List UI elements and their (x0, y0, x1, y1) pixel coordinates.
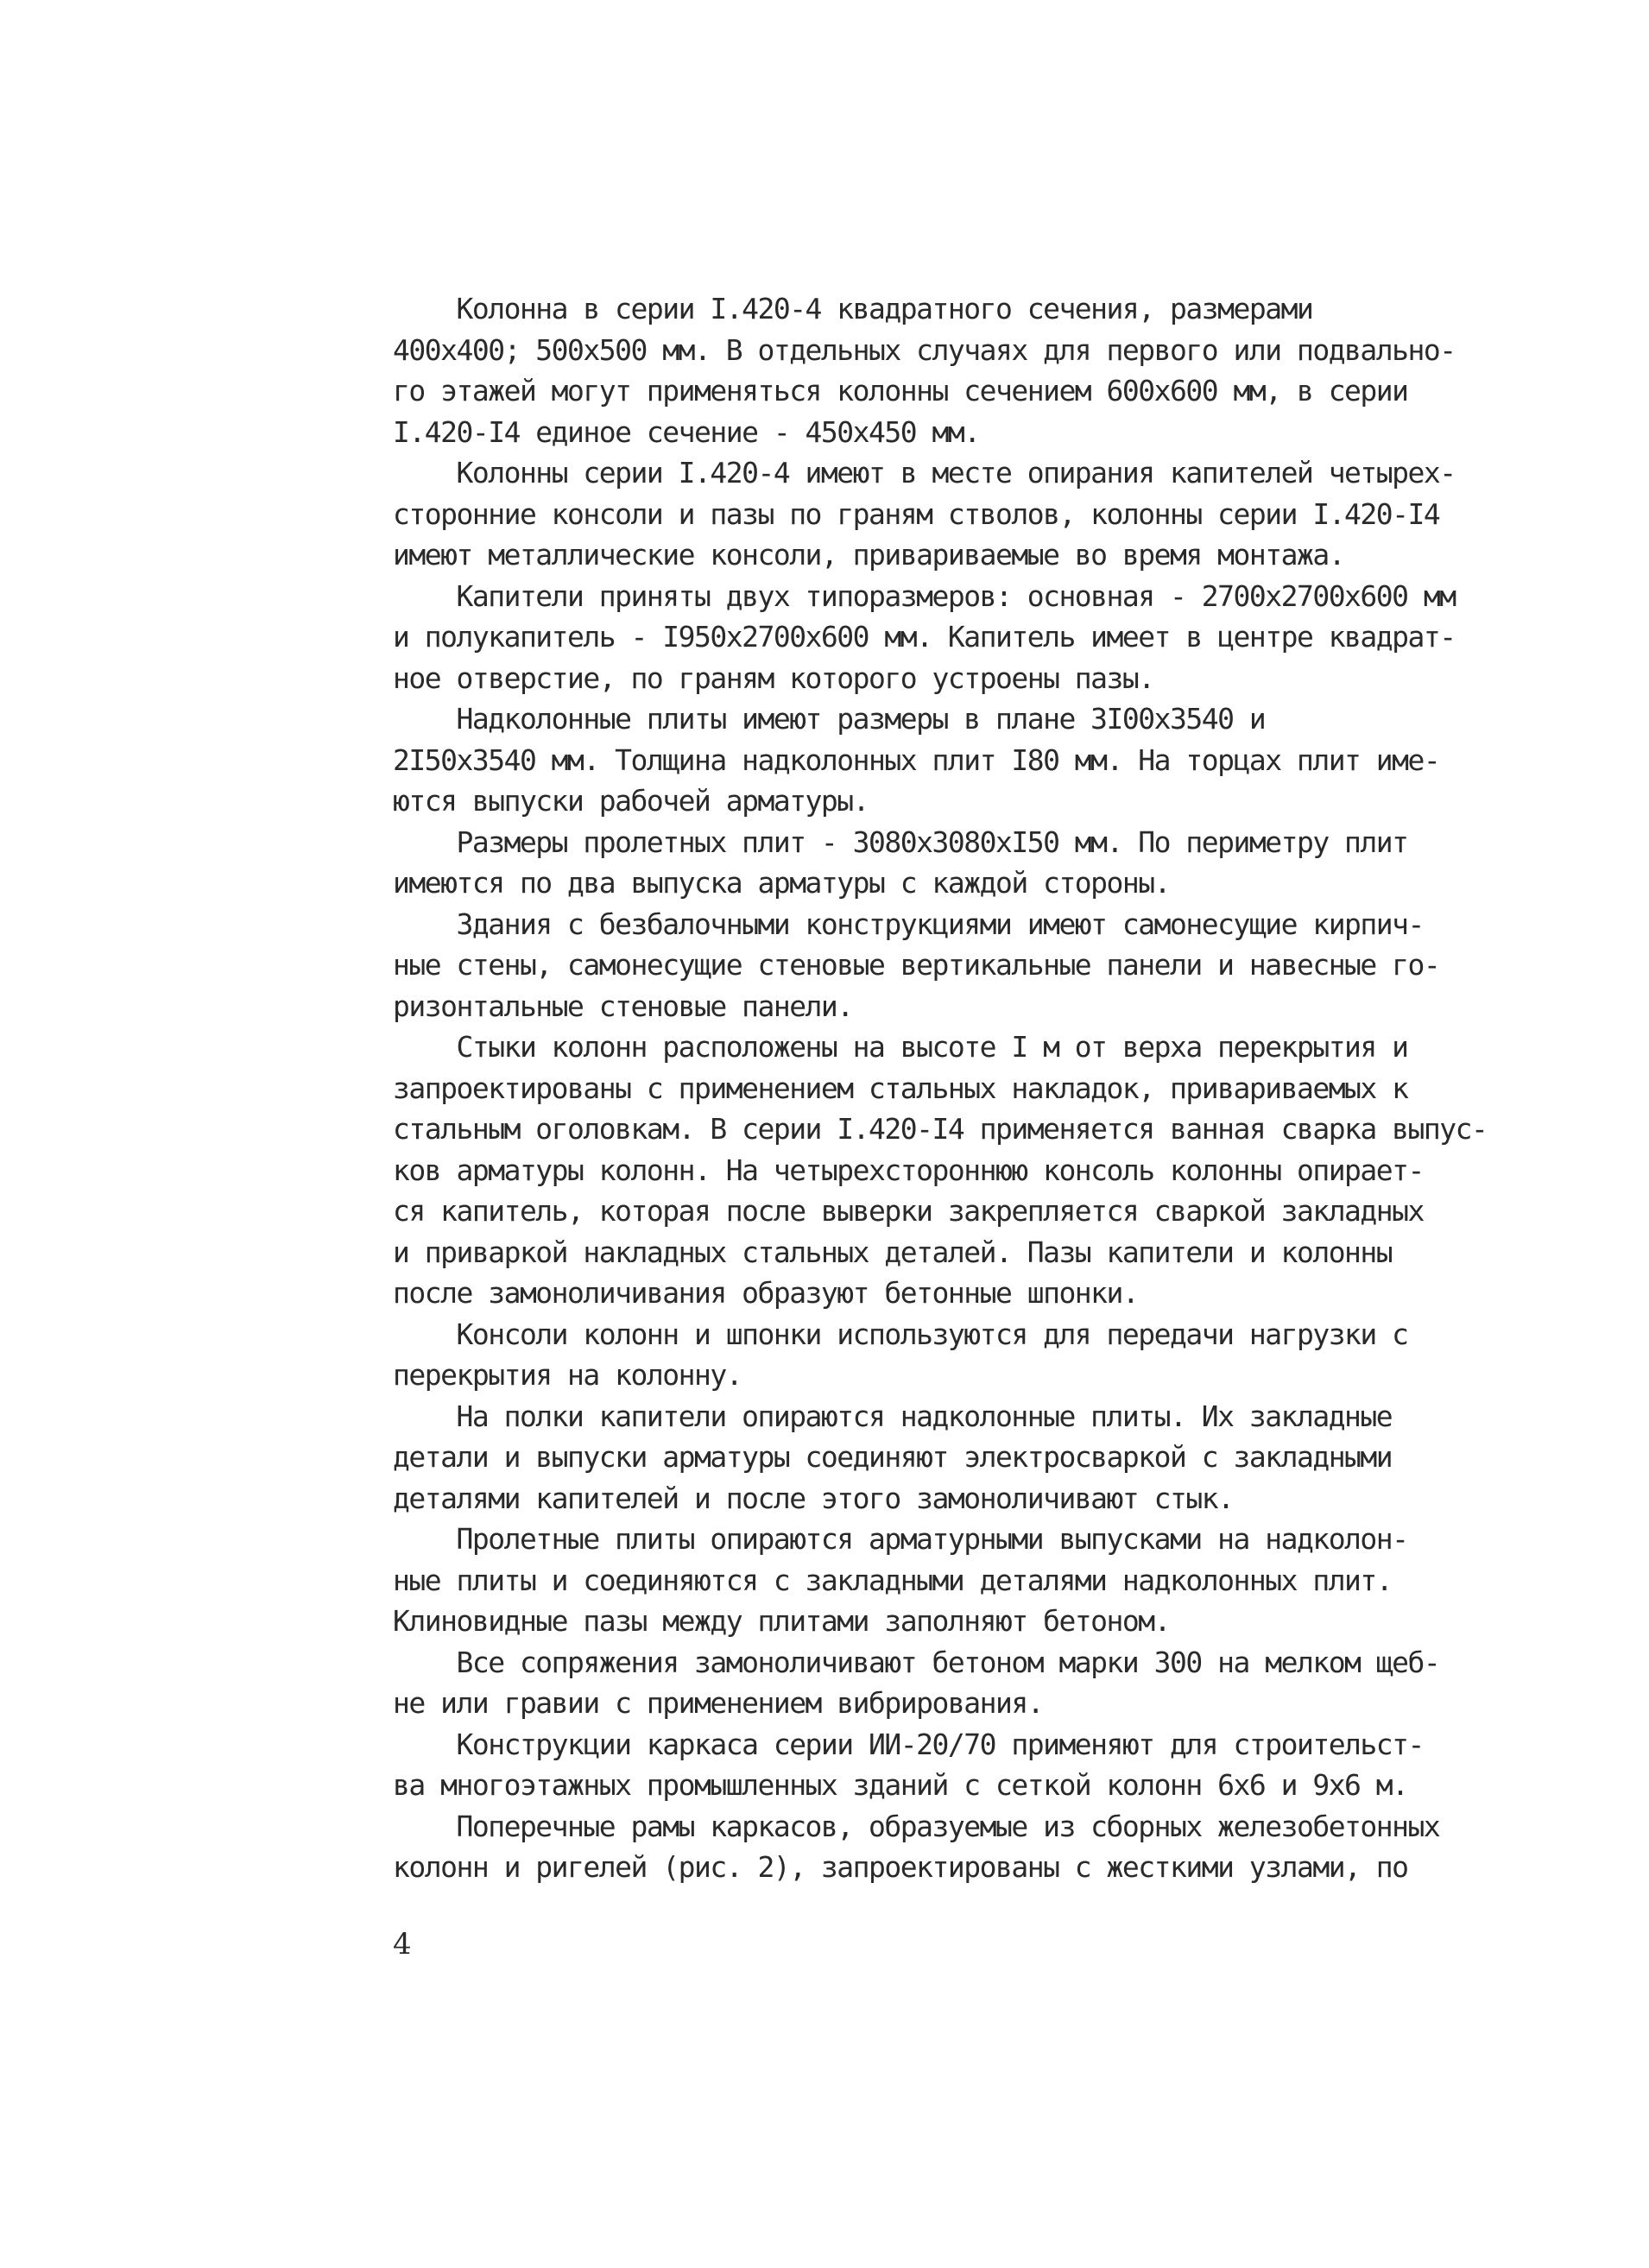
text-line: ся капитель, которая после выверки закрепляется сваркой закладных (393, 1194, 1424, 1228)
text-line: Конструкции каркаса серии ИИ-20/70 применяют для строительст- (393, 1727, 1424, 1761)
text-line: после замоноличивания образуют бетонные шпонки. (393, 1276, 1139, 1310)
text-line: ков арматуры колонн. На четырехстороннюю консоль колонны опирает- (393, 1153, 1424, 1187)
text-line: ные плиты и соединяются с закладными деталями надколонных плит. (393, 1563, 1393, 1597)
text-line: Пролетные плиты опираются арматурными выпусками на надколон- (393, 1522, 1408, 1556)
text-line: сторонние консоли и пазы по граням стволов, колонны серии I.420-I4 (393, 496, 1440, 531)
text-line: Все сопряжения замоноличивают бетоном марки 300 на мелком щеб- (393, 1645, 1440, 1679)
text-line: имеются по два выпуска арматуры с каждой стороны. (393, 866, 1171, 900)
text-line: Клиновидные пазы между плитами заполняют бетоном. (393, 1604, 1171, 1638)
body-text (393, 288, 1524, 1888)
text-line: перекрытия на колонну. (393, 1358, 742, 1392)
text-line: Колонны серии I.420-4 имеют в месте опирания капителей четырех- (393, 456, 1456, 490)
text-line: На полки капители опираются надколонные плиты. Их закладные (393, 1399, 1393, 1433)
text-line: ное отверстие, по граням которого устроены пазы. (393, 660, 1154, 695)
text-line: Размеры пролетных плит - 3080х3080хI50 мм. По периметру плит (393, 824, 1408, 859)
text-line: ва многоэтажных промышленных зданий с сеткой колонн 6х6 и 9х6 м. (393, 1768, 1408, 1802)
text-line: имеют металлические консоли, привариваемые во время монтажа. (393, 538, 1345, 572)
text-line: Колонна в серии I.420-4 квадратного сечения, размерами (393, 292, 1313, 325)
text-line: и приваркой накладных стальных деталей. Пазы капители и колонны (393, 1235, 1393, 1269)
text-line: детали и выпуски арматуры соединяют электросваркой с закладными (393, 1440, 1393, 1474)
text-line: ные стены, самонесущие стеновые вертикальные панели и навесные го- (393, 948, 1440, 982)
text-line: Поперечные рамы каркасов, образуемые из сборных железобетонных (393, 1809, 1440, 1843)
text-line: Капители приняты двух типоразмеров: основная - 2700х2700х600 мм (393, 578, 1456, 613)
text-line: го этажей могут применяться колонны сечением 600х600 мм, в серии (393, 374, 1408, 407)
text-line: колонн и ригелей (рис. 2), запроектированы с жесткими узлами, по (393, 1850, 1408, 1884)
text-line: Стыки колонн расположены на высоте I м от верха перекрытия и (393, 1030, 1408, 1064)
text-line: не или гравии с применением вибрирования. (393, 1686, 1044, 1720)
text-line: и полукапитель - I950х2700х600 мм. Капитель имеет в центре квадрат- (393, 620, 1456, 654)
page-number: 4 (393, 1927, 412, 1962)
text-line: 400х400; 500х500 мм. В отдельных случаях для первого или подвально- (393, 332, 1456, 367)
text-line: ются выпуски рабочей арматуры. (393, 784, 869, 818)
text-line: запроектированы с применением стальных накладок, привариваемых к (393, 1071, 1408, 1105)
text-line: I.420-I4 единое сечение - 450х450 мм. (393, 414, 980, 449)
text-line: деталями капителей и после этого замоноличивают стык. (393, 1481, 1234, 1515)
text-line: ризонтальные стеновые панели. (393, 989, 853, 1023)
text-line: Здания с безбалочными конструкциями имеют самонесущие кирпич- (393, 907, 1424, 941)
text-line: Консоли колонн и шпонки используются для передачи нагрузки с (393, 1317, 1408, 1351)
text-line: Надколонные плиты имеют размеры в плане 3I00х3540 и (393, 702, 1266, 736)
text-line: стальным оголовкам. В серии I.420-I4 применяется ванная сварка выпус- (393, 1112, 1488, 1146)
text-line: 2I50х3540 мм. Толщина надколонных плит I80 мм. На торцах плит име- (393, 742, 1440, 777)
